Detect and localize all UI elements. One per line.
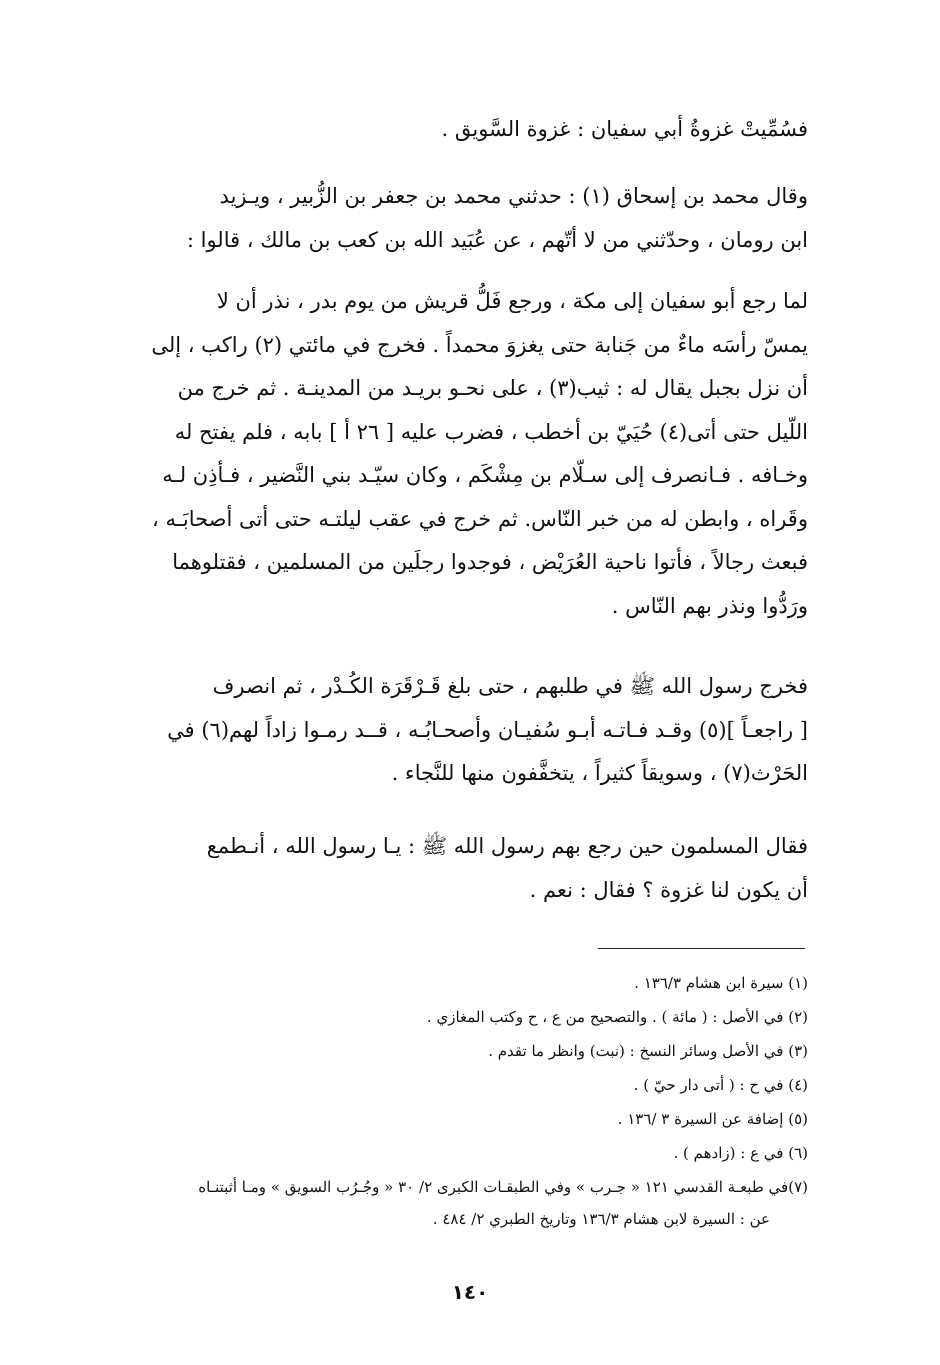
footnotes (100, 966, 808, 1234)
text-line: فسُمِّيتْ غزوةُ أبي سفيان : غزوة السَّويق . (441, 117, 808, 141)
text-line: أن يكون لنا غزوة ؟ فقال : نعم . (529, 877, 808, 902)
paragraph-pursuit (100, 665, 808, 796)
text-line: الحَرْث(٧) ، وسويقاً كثيراً ، يتخفَّفون منها للنَّجاء . (391, 761, 808, 785)
text-line: لما رجع أبو سفيان إلى مكة ، ورجع فَلُّ قريش من يوم بدر ، نذر أن لا (216, 289, 808, 313)
text-line: ورَدُّوا ونذر بهم النّاس . (611, 593, 808, 618)
text-line: فخرج رسول الله ﷺ في طلبهم ، حتى بلغ قَـرْقَرَة الكُـدْر ، ثم انصرف (212, 674, 808, 698)
paragraph-story (100, 280, 808, 628)
text-line: اللّيل حتى أتى(٤) حُيَيّ بن أخطب ، فضرب عليه [ ٢٦ أ ] بابه ، فلم يفتح له (174, 419, 808, 444)
footnote-separator (598, 948, 805, 949)
text-line: أن نزل بجبل يقال له : ثيب(٣) ، على نحـو بريـد من المدينـة . ثم خرج من (177, 376, 808, 400)
footnote-3: (٣) في الأصل وسائر النسخ : (نبت) وانظر ما تقدم . (488, 1042, 808, 1060)
paragraph-isnad (100, 175, 808, 262)
text-line: فقال المسلمون حين رجع بهم رسول الله ﷺ : يـا رسول الله ، أنـطمع (206, 834, 808, 858)
footnote-6: (٦) في ع : (زادهم ) . (673, 1144, 808, 1162)
paragraph-title-line (100, 108, 808, 152)
text-line: [ راجعـاً ](٥) وقـد فـاتـه أبـو سُفيـان وأصحـابُـه ، قــد رمـوا زاداً لهم(٦) في (167, 717, 808, 742)
text-line: وقال محمد بن إسحاق (١) : حدثني محمد بن جعفر بن الزُّبير ، ويـزيد (219, 184, 808, 208)
text-line: وخـافه . فـانصرف إلى سـلّام بن مِشْكَم ، وكان سيّـد بني النَّضير ، فـأذِن لـه (162, 463, 808, 487)
footnote-2: (٢) في الأصل : ( مائة ) . والتصحيح من ع ، ح وكتب المغازي . (426, 1008, 808, 1026)
paragraph-question (100, 825, 808, 912)
text-line: فبعث رجالاً ، فأتوا ناحية العُرَيْض ، فوجدوا رجلَين من المسلمين ، فقتلوهما (172, 550, 808, 574)
footnote-7-continuation: عن : السيرة لابن هشام ١٣٦/٣ وتاريخ الطبري ٢/ ٤٨٤ . (432, 1210, 770, 1228)
footnote-4: (٤) في ح : ( أتى دار حيّ ) . (633, 1076, 808, 1094)
footnote-7: (٧)في طبعـة القدسي ١٢١ « جـرب » وفي الطبقـات الكبرى ٢/ ٣٠ « وجُـرُب السويق » ومـا أثبتنـاه (198, 1178, 808, 1196)
footnote-1: (١) سيرة ابن هشام ١٣٦/٣ . (634, 974, 808, 992)
text-line: وقَراه ، وابطن له من خبر النّاس. ثم خرج في عقب ليلتـه حتى أتى أصحابَـه ، (152, 506, 808, 531)
text-line: ابن رومان ، وحدّثني من لا أتّهم ، عن عُبَيد الله بن كعب بن مالك ، قالوا : (186, 227, 808, 252)
footnote-5: (٥) إضافة عن السيرة ٣ /١٣٦ . (617, 1110, 808, 1128)
text-line: يمسّ رأسَه ماءٌ من جَنابة حتى يغزوَ محمداً . فخرج في مائتي (٢) راكب ، إلى (151, 332, 808, 357)
page-number: ١٤٠ (451, 1280, 489, 1304)
